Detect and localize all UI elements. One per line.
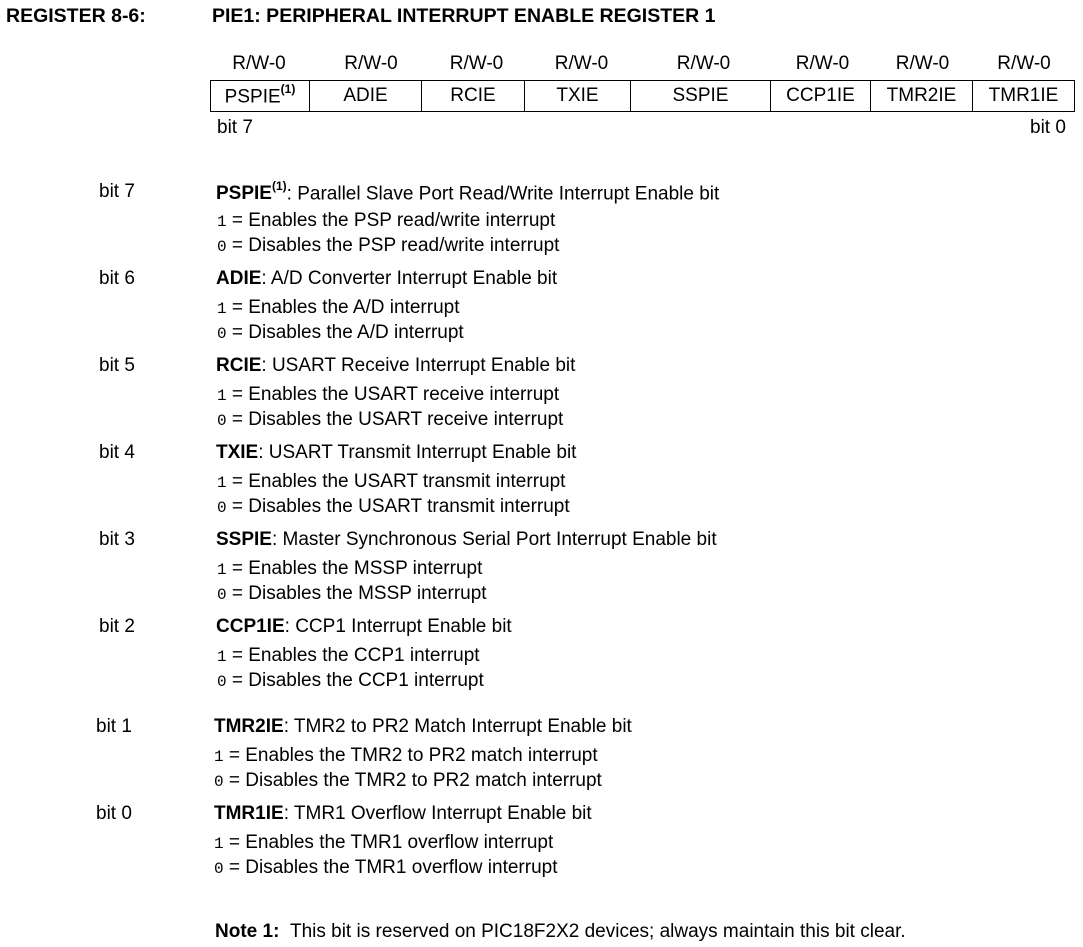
clear-meaning (217, 670, 484, 692)
value-zero: 0 (217, 673, 227, 691)
bit-label: bit 1 (96, 716, 132, 737)
bit-cell-2 (771, 81, 871, 112)
clear-meaning-text: = Disables the A/D interrupt (226, 322, 464, 343)
value-zero: 0 (214, 860, 224, 878)
clear-meaning-text: = Disables the CCP1 interrupt (226, 670, 484, 691)
access-bit7: R/W-0 (232, 53, 286, 74)
value-one: 1 (217, 561, 227, 579)
set-meaning (214, 745, 598, 767)
set-meaning-text: = Enables the MSSP interrupt (226, 558, 483, 579)
bit-heading (216, 181, 719, 205)
bit-heading (216, 268, 557, 290)
bit-cell-3 (631, 81, 771, 112)
access-bit5: R/W-0 (449, 53, 504, 74)
bit-summary: : USART Transmit Interrupt Enable bit (258, 442, 577, 463)
set-meaning (217, 210, 555, 232)
value-zero: 0 (217, 499, 227, 517)
set-meaning-text: = Enables the PSP read/write interrupt (226, 210, 556, 231)
bit-heading (216, 442, 576, 464)
value-one: 1 (214, 748, 224, 766)
bit-label: bit 2 (99, 616, 135, 637)
bit-heading (214, 803, 592, 825)
bit-range-msb: bit 7 (217, 117, 253, 138)
set-meaning-text: = Enables the CCP1 interrupt (226, 645, 480, 666)
set-meaning (217, 645, 480, 667)
bit-heading (216, 355, 575, 377)
clear-meaning-text: = Disables the MSSP interrupt (226, 583, 487, 604)
bit-cell-7 (211, 81, 310, 112)
register-title: PIE1: PERIPHERAL INTERRUPT ENABLE REGISTER 1 (212, 5, 716, 27)
clear-meaning-text: = Disables the PSP read/write interrupt (226, 235, 560, 256)
bit-name: TMR2IE (214, 716, 284, 737)
register-bit-row (211, 81, 1075, 112)
value-one: 1 (217, 300, 227, 318)
bit-name: ADIE (343, 85, 388, 106)
set-meaning (217, 558, 482, 580)
register-bit-table (210, 80, 1075, 112)
bit-name: ADIE (216, 268, 262, 289)
access-row (210, 53, 1074, 75)
clear-meaning-text: = Disables the TMR1 overflow interrupt (223, 857, 558, 878)
bit-label: bit 3 (99, 529, 135, 550)
value-zero: 0 (214, 773, 224, 791)
access-bit3: R/W-0 (676, 53, 731, 74)
bit-cell-0 (973, 81, 1075, 112)
bit-heading (216, 616, 512, 638)
footnote-ref: (1) (271, 179, 287, 193)
bit-name: PSPIE (216, 183, 272, 205)
bit-cell-4 (525, 81, 631, 112)
access-bit4: R/W-0 (554, 53, 609, 74)
set-meaning-text: = Enables the TMR2 to PR2 match interrupt (223, 745, 598, 766)
bit-range-lsb: bit 0 (1030, 117, 1066, 138)
bit-label: bit 5 (99, 355, 135, 376)
set-meaning (217, 384, 559, 406)
clear-meaning (217, 583, 487, 605)
set-meaning-text: = Enables the USART receive interrupt (226, 384, 560, 405)
bit-name: CCP1IE (786, 85, 855, 106)
bit-name: TXIE (556, 85, 599, 106)
clear-meaning (217, 322, 464, 344)
bit-name: SSPIE (672, 85, 729, 106)
access-bit2: R/W-0 (795, 53, 850, 74)
bit-name-bold (216, 179, 287, 205)
set-meaning (217, 297, 460, 319)
footnote-label: Note 1: (215, 921, 280, 942)
value-one: 1 (214, 835, 224, 853)
bit-name: SSPIE (216, 529, 272, 550)
bit-heading (214, 716, 632, 738)
clear-meaning-text: = Disables the TMR2 to PR2 match interrupt (223, 770, 602, 791)
bit-summary: : USART Receive Interrupt Enable bit (261, 355, 576, 376)
clear-meaning (214, 857, 557, 879)
bit-name: TXIE (216, 442, 259, 463)
bit-cell-6 (310, 81, 422, 112)
bit-name: TMR1IE (988, 85, 1059, 106)
clear-meaning (217, 409, 563, 431)
bit-summary: : TMR2 to PR2 Match Interrupt Enable bit (283, 716, 632, 737)
bit-cell-1 (871, 81, 973, 112)
bit-summary: : CCP1 Interrupt Enable bit (284, 616, 512, 637)
set-meaning-text: = Enables the TMR1 overflow interrupt (223, 832, 554, 853)
bit-name: TMR2IE (886, 85, 957, 106)
bit-label: bit 7 (99, 181, 135, 202)
clear-meaning (217, 496, 570, 518)
bit-label: bit 4 (99, 442, 135, 463)
bit-label: bit 6 (99, 268, 135, 289)
set-meaning (214, 832, 553, 854)
access-bit6: R/W-0 (344, 53, 398, 74)
clear-meaning (217, 235, 559, 257)
bit-summary: : Parallel Slave Port Read/Write Interrupt Enable bit (286, 183, 720, 205)
bit-name: RCIE (450, 85, 496, 106)
bit-name: RCIE (216, 355, 262, 376)
value-zero: 0 (217, 586, 227, 604)
bit-label: bit 0 (96, 803, 132, 824)
value-one: 1 (217, 474, 227, 492)
register-id: REGISTER 8-6: (6, 5, 146, 27)
set-meaning-text: = Enables the A/D interrupt (226, 297, 460, 318)
bit-summary: : A/D Converter Interrupt Enable bit (261, 268, 558, 289)
bit-heading (216, 529, 717, 551)
value-one: 1 (217, 648, 227, 666)
value-zero: 0 (217, 412, 227, 430)
access-bit1: R/W-0 (895, 53, 950, 74)
bit-name: PSPIE (224, 86, 281, 108)
bit-name: TMR1IE (214, 803, 284, 824)
footnote-text: This bit is reserved on PIC18F2X2 devices; always maintain this bit clear. (289, 921, 906, 942)
value-zero: 0 (217, 238, 227, 256)
clear-meaning (214, 770, 602, 792)
value-one: 1 (217, 387, 227, 405)
footnote (215, 921, 906, 943)
clear-meaning-text: = Disables the USART transmit interrupt (226, 496, 570, 517)
access-bit0: R/W-0 (997, 53, 1051, 74)
bit-summary: : Master Synchronous Serial Port Interrupt Enable bit (271, 529, 717, 550)
value-one: 1 (217, 213, 227, 231)
footnote-ref: (1) (280, 81, 296, 96)
set-meaning (217, 471, 565, 493)
bit-cell-5 (422, 81, 525, 112)
set-meaning-text: = Enables the USART transmit interrupt (226, 471, 566, 492)
value-zero: 0 (217, 325, 227, 343)
clear-meaning-text: = Disables the USART receive interrupt (226, 409, 564, 430)
bit-summary: : TMR1 Overflow Interrupt Enable bit (283, 803, 592, 824)
bit-name: CCP1IE (216, 616, 285, 637)
